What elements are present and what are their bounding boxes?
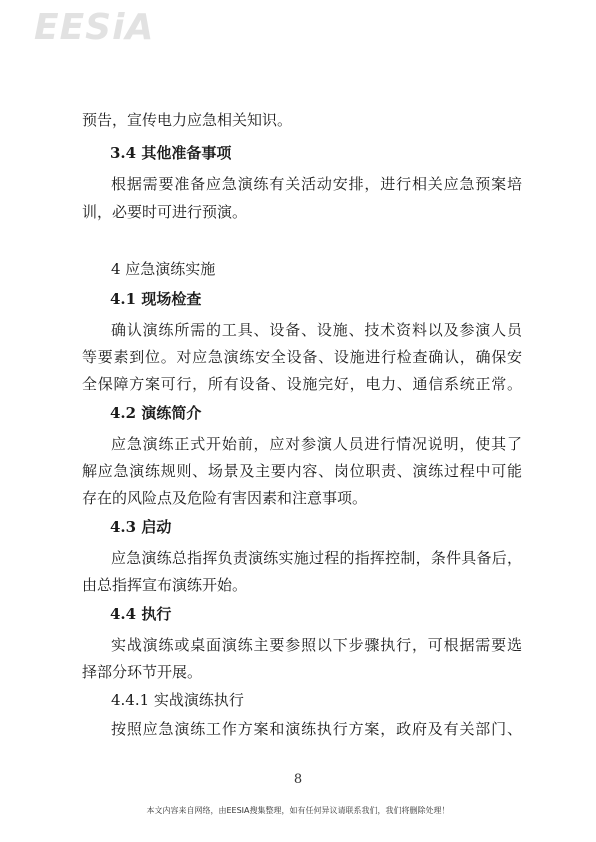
paragraph-line: 实战演练或桌面演练主要参照以下步骤执行，可根据需要选 xyxy=(111,636,522,654)
paragraph-line: 解应急演练规则、场景及主要内容、岗位职责、演练过程中可能 xyxy=(82,462,522,480)
eesia-logo: EESiA xyxy=(34,7,155,48)
paragraph-line: 等要素到位。对应急演练安全设备、设施进行检查确认，确保安 xyxy=(82,348,522,366)
paragraph-line: 应急演练正式开始前，应对参演人员进行情况说明，使其了 xyxy=(111,435,522,453)
heading-3-4: 3.4 其他准备事项 xyxy=(110,144,232,162)
heading-4-2: 4.2 演练简介 xyxy=(110,404,202,422)
paragraph-line: 由总指挥宣布演练开始。 xyxy=(82,576,248,594)
footer-disclaimer: 本文内容来自网络，由EESIA搜集整理，如有任何异议请联系我们，我们将删除处理！ xyxy=(146,806,450,815)
paragraph-line: 全保障方案可行，所有设备、设施完好，电力、通信系统正常。 xyxy=(82,375,522,393)
heading-4-1: 4.1 现场检查 xyxy=(110,290,202,308)
subsection-heading-4-4-1: 4.4.1 实战演练执行 xyxy=(111,691,244,709)
paragraph-line: 确认演练所需的工具、设备、设施、技术资料以及参演人员 xyxy=(111,321,522,339)
paragraph-line: 根据需要准备应急演练有关活动安排，进行相关应急预案培 xyxy=(111,175,522,193)
paragraph-line: 择部分环节开展。 xyxy=(82,663,203,681)
section-heading-4: 4 应急演练实施 xyxy=(111,260,216,278)
paragraph-line: 应急演练总指挥负责演练实施过程的指挥控制，条件具备后， xyxy=(111,549,522,567)
heading-4-3: 4.3 启动 xyxy=(110,518,172,536)
heading-4-4: 4.4 执行 xyxy=(110,605,172,623)
paragraph-line: 训，必要时可进行预演。 xyxy=(82,203,248,221)
page-number: 8 xyxy=(293,772,303,787)
paragraph-line: 存在的风险点及危险有害因素和注意事项。 xyxy=(82,489,368,507)
paragraph-line: 预告，宣传电力应急相关知识。 xyxy=(82,111,293,129)
paragraph-line: 按照应急演练工作方案和演练执行方案，政府及有关部门、 xyxy=(111,720,522,738)
